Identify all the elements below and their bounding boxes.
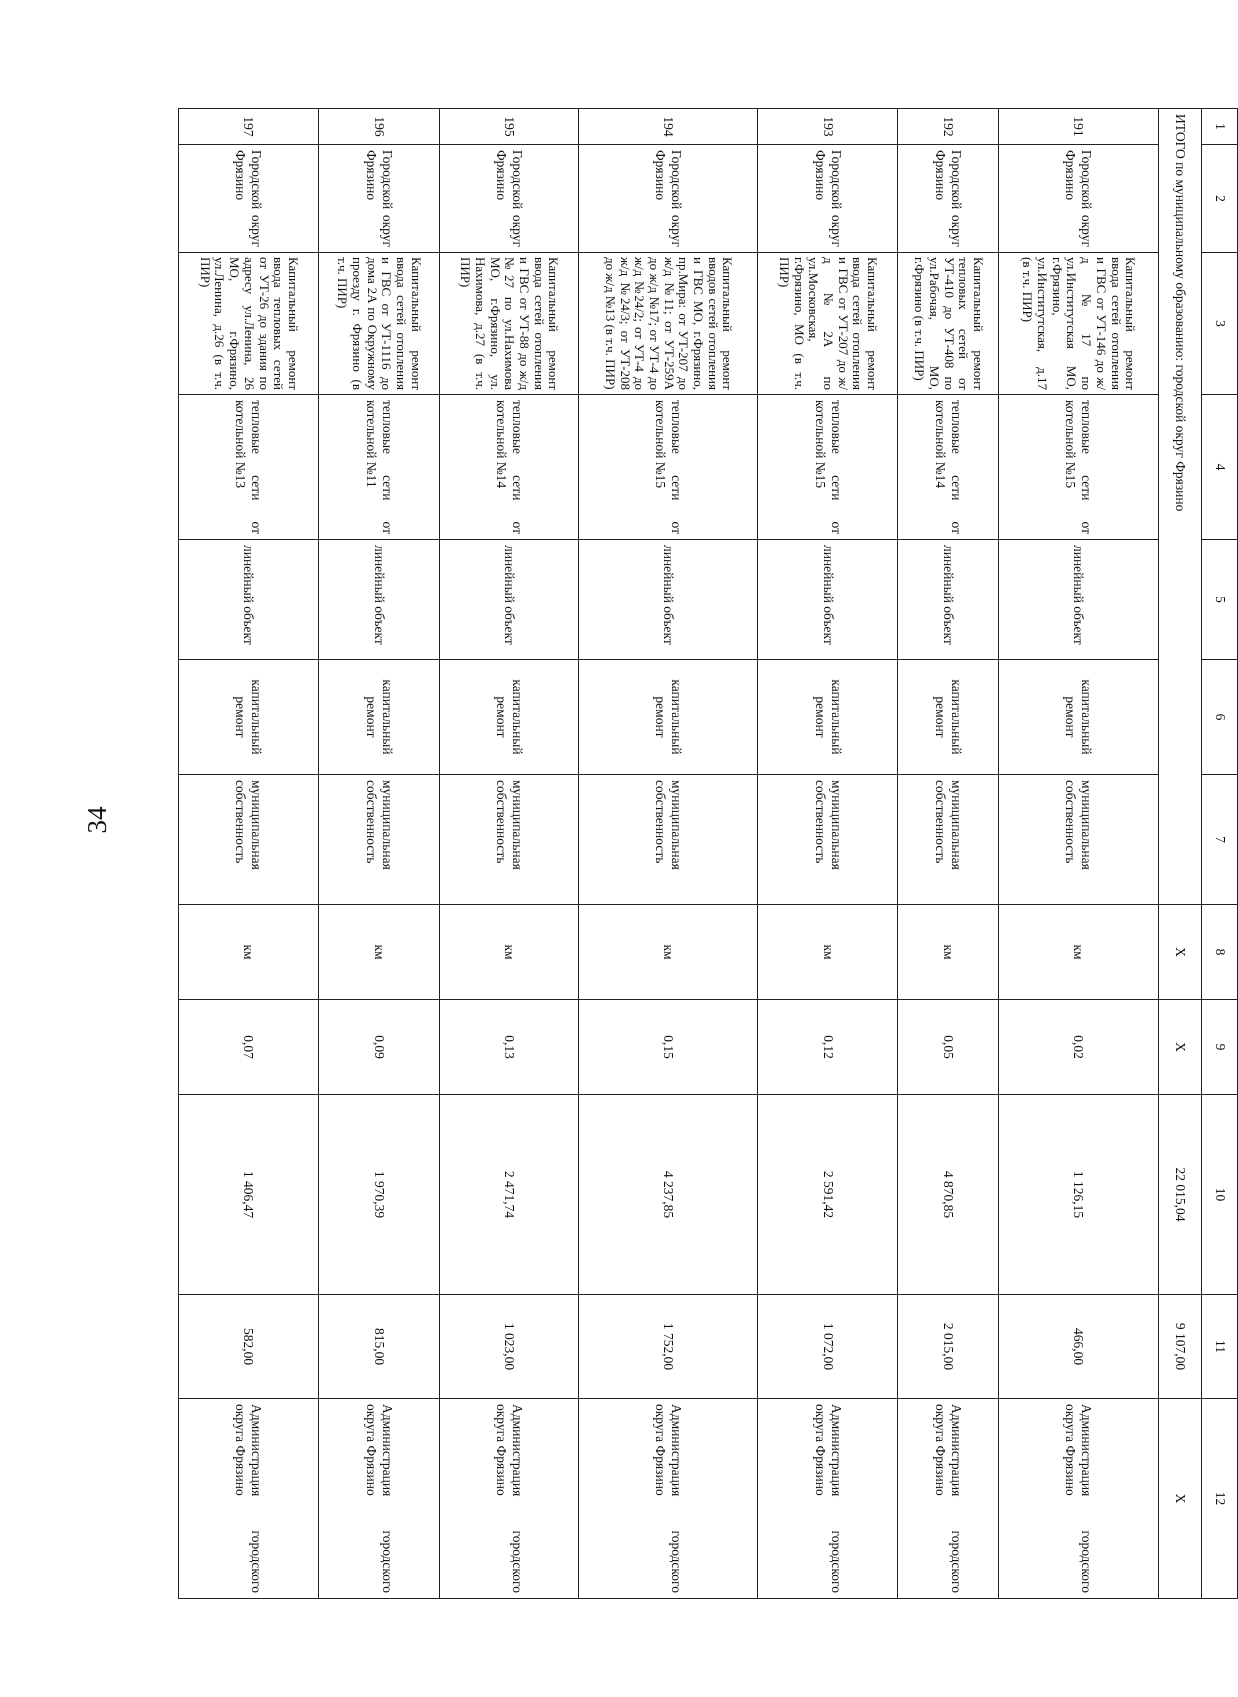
length-cell: 0,07: [179, 1000, 319, 1095]
customer-cell: Администрация городского округа Фрязино: [898, 1399, 999, 1599]
object-type-cell: линейный объект: [999, 540, 1158, 660]
description-cell: Капитальный ремонт тепловых сетей от УТ-410 до УТ-408 по ул.Рабочая, МО, г.Фрязино (в т.ч. ПИР): [898, 253, 999, 395]
table-row: [999, 109, 1158, 1599]
object-type-cell: линейный объект: [439, 540, 579, 660]
row-number: 197: [179, 109, 319, 145]
municipality-cell: Городской округ Фрязино: [898, 145, 999, 253]
customer-cell: Администрация городского округа Фрязино: [758, 1399, 898, 1599]
funding-cell: 582,00: [179, 1295, 319, 1399]
table-row: [179, 109, 319, 1599]
column-number: 2: [1202, 145, 1238, 253]
table-row: [579, 109, 758, 1599]
object-type-cell: линейный объект: [758, 540, 898, 660]
length-cell: 0,15: [579, 1000, 758, 1095]
funding-cell: 2 015,00: [898, 1295, 999, 1399]
unit-cell: км: [999, 905, 1158, 1000]
description-cell: Капитальный ремонт ввода сетей отопления и ГВС от УТ-146 до ж/д №17 по ул.Институтская МО, г.Фрязино, ул.Институтская, д.17 (в т.ч. ПИР): [999, 253, 1158, 395]
subtotal-unit: X: [1158, 905, 1202, 1000]
subtotal-funding: 9 107,00: [1158, 1295, 1202, 1399]
page-number: 34: [82, 806, 112, 834]
funding-cell: 1 072,00: [758, 1295, 898, 1399]
subtotal-cost: 22 015,04: [1158, 1095, 1202, 1295]
work-type-cell: капитальный ремонт: [579, 660, 758, 775]
ownership-cell: муниципальная собственность: [758, 775, 898, 905]
row-number: 191: [999, 109, 1158, 145]
column-number: 3: [1202, 253, 1238, 395]
column-number: 12: [1202, 1399, 1238, 1599]
table-row: [319, 109, 440, 1599]
unit-cell: км: [319, 905, 440, 1000]
unit-cell: км: [439, 905, 579, 1000]
unit-cell: км: [758, 905, 898, 1000]
network-cell: тепловые сети от котельной №14: [898, 395, 999, 540]
ownership-cell: муниципальная собственность: [179, 775, 319, 905]
cost-cell: 1 126,15: [999, 1095, 1158, 1295]
cost-cell: 1 406,47: [179, 1095, 319, 1295]
capital-repair-table: [178, 108, 1238, 1599]
municipality-cell: Городской округ Фрязино: [758, 145, 898, 253]
network-cell: тепловые сети от котельной №15: [758, 395, 898, 540]
work-type-cell: капитальный ремонт: [758, 660, 898, 775]
work-type-cell: капитальный ремонт: [898, 660, 999, 775]
municipality-cell: Городской округ Фрязино: [179, 145, 319, 253]
work-type-cell: капитальный ремонт: [439, 660, 579, 775]
network-cell: тепловые сети от котельной №14: [439, 395, 579, 540]
object-type-cell: линейный объект: [898, 540, 999, 660]
funding-cell: 1 023,00: [439, 1295, 579, 1399]
description-cell: Капитальный ремонт вводов сетей отопления и ГВС МО, г.Фрязино, пр.Мира: от УТ-207 до ж/д №11; от УТ-259А до ж/д №17; от УТ-4 до ж/д №24/2; от УТ-4 до ж/д №24/3; от УТ-208 до ж/д №13 (в т.ч. ПИР): [579, 253, 758, 395]
object-type-cell: линейный объект: [319, 540, 440, 660]
column-number: 1: [1202, 109, 1238, 145]
cost-cell: 2 591,42: [758, 1095, 898, 1295]
table-row: [439, 109, 579, 1599]
column-number-row: [1202, 109, 1238, 1599]
cost-cell: 4 237,85: [579, 1095, 758, 1295]
municipality-cell: Городской округ Фрязино: [999, 145, 1158, 253]
subtotal-label: ИТОГО по муниципальному образованию: городской округ Фрязино: [1158, 109, 1202, 905]
network-cell: тепловые сети от котельной №15: [999, 395, 1158, 540]
table-row: [898, 109, 999, 1599]
network-cell: тепловые сети от котельной №11: [319, 395, 440, 540]
column-number: 5: [1202, 540, 1238, 660]
work-type-cell: капитальный ремонт: [999, 660, 1158, 775]
customer-cell: Администрация городского округа Фрязино: [319, 1399, 440, 1599]
row-number: 194: [579, 109, 758, 145]
ownership-cell: муниципальная собственность: [898, 775, 999, 905]
description-cell: Капитальный ремонт ввода сетей отопления и ГВС от УТ-88 до ж/д №27 по ул.Нахимова МО, г.Фрязино, ул. Нахимова, д.27 (в т.ч. ПИР): [439, 253, 579, 395]
column-number: 6: [1202, 660, 1238, 775]
customer-cell: Администрация городского округа Фрязино: [579, 1399, 758, 1599]
cost-cell: 4 870,85: [898, 1095, 999, 1295]
subtotal-length: X: [1158, 1000, 1202, 1095]
description-cell: Капитальный ремонт ввода сетей отопления и ГВС от УТ-207 до ж/д №2А по ул.Московская, г.Фрязино, МО (в т.ч. ПИР): [758, 253, 898, 395]
subtotal-customer: X: [1158, 1399, 1202, 1599]
funding-cell: 815,00: [319, 1295, 440, 1399]
row-number: 195: [439, 109, 579, 145]
work-type-cell: капитальный ремонт: [319, 660, 440, 775]
table-body: [179, 109, 1159, 1599]
unit-cell: км: [179, 905, 319, 1000]
column-number: 9: [1202, 1000, 1238, 1095]
customer-cell: Администрация городского округа Фрязино: [179, 1399, 319, 1599]
ownership-cell: муниципальная собственность: [439, 775, 579, 905]
rotated-table-sheet: [178, 108, 1238, 1598]
ownership-cell: муниципальная собственность: [999, 775, 1158, 905]
unit-cell: км: [579, 905, 758, 1000]
row-number: 192: [898, 109, 999, 145]
length-cell: 0,13: [439, 1000, 579, 1095]
length-cell: 0,02: [999, 1000, 1158, 1095]
column-number: 10: [1202, 1095, 1238, 1295]
column-number: 7: [1202, 775, 1238, 905]
table-row: [758, 109, 898, 1599]
row-number: 196: [319, 109, 440, 145]
unit-cell: км: [898, 905, 999, 1000]
column-number: 11: [1202, 1295, 1238, 1399]
column-number: 8: [1202, 905, 1238, 1000]
length-cell: 0,09: [319, 1000, 440, 1095]
cost-cell: 2 471,74: [439, 1095, 579, 1295]
length-cell: 0,12: [758, 1000, 898, 1095]
funding-cell: 466,00: [999, 1295, 1158, 1399]
object-type-cell: линейный объект: [579, 540, 758, 660]
municipality-cell: Городской округ Фрязино: [439, 145, 579, 253]
network-cell: тепловые сети от котельной №13: [179, 395, 319, 540]
column-number: 4: [1202, 395, 1238, 540]
subtotal-row: [1158, 109, 1202, 1599]
customer-cell: Администрация городского округа Фрязино: [999, 1399, 1158, 1599]
ownership-cell: муниципальная собственность: [319, 775, 440, 905]
object-type-cell: линейный объект: [179, 540, 319, 660]
municipality-cell: Городской округ Фрязино: [579, 145, 758, 253]
network-cell: тепловые сети от котельной №15: [579, 395, 758, 540]
ownership-cell: муниципальная собственность: [579, 775, 758, 905]
cost-cell: 1 970,39: [319, 1095, 440, 1295]
row-number: 193: [758, 109, 898, 145]
description-cell: Капитальный ремонт ввода сетей отопления и ГВС от УТ-1116 до дома 2А по Окружному проезду г. Фрязино (в т.ч. ПИР): [319, 253, 440, 395]
funding-cell: 1 752,00: [579, 1295, 758, 1399]
customer-cell: Администрация городского округа Фрязино: [439, 1399, 579, 1599]
municipality-cell: Городской округ Фрязино: [319, 145, 440, 253]
work-type-cell: капитальный ремонт: [179, 660, 319, 775]
length-cell: 0,05: [898, 1000, 999, 1095]
description-cell: Капитальный ремонт ввода тепловых сетей от УТ-26 до здания по адресу ул.Ленина, 26 МО, г.Фрязино, ул.Ленина, д.26 (в т.ч. ПИР): [179, 253, 319, 395]
